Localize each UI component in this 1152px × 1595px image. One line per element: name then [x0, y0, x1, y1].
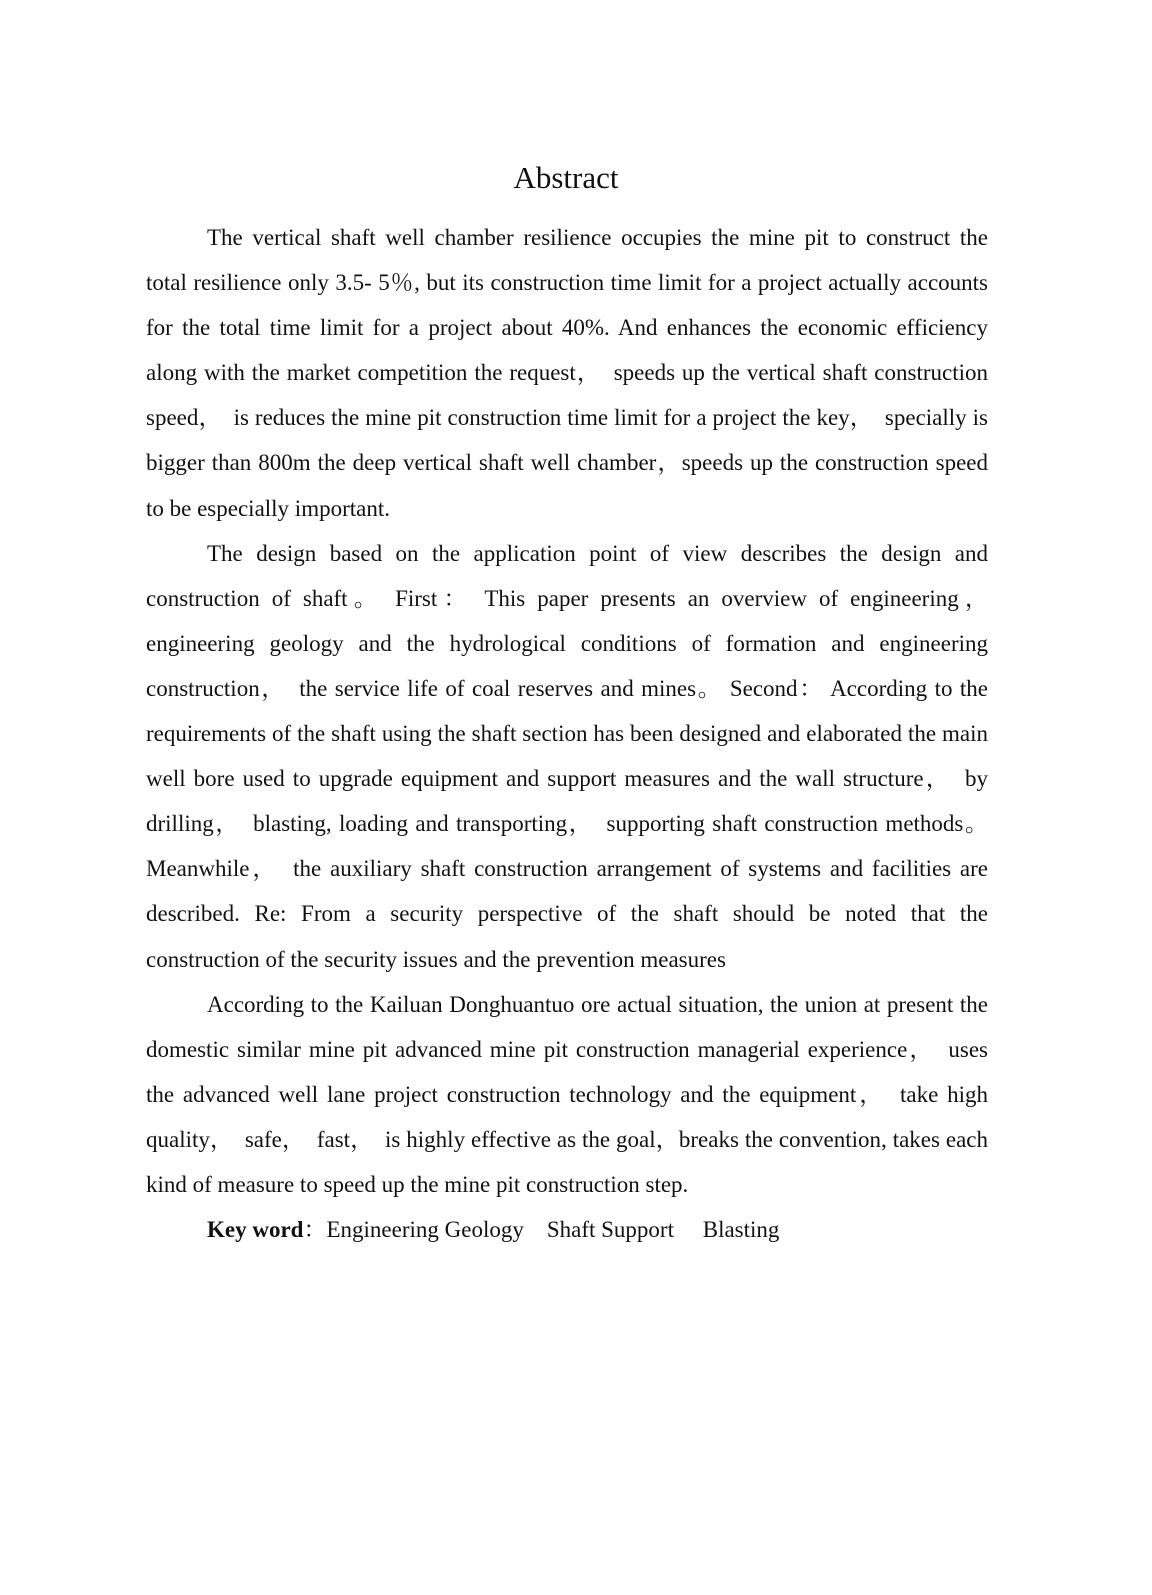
keyword-item: Shaft Support: [546, 1217, 674, 1243]
abstract-paragraph-1: The vertical shaft well chamber resilience occupies the mine pit to construct the total resilience only 3.5- 5％, but its construction time limit for a project actually accounts for the total time limit for a project about 40%. And enhances the economic efficiency along with the market competition the request， speeds up the vertical shaft construction speed， is reduces the mine pit construction time limit for a project the key， specially is bigger than 800m the deep vertical shaft well chamber，speeds up the construction speed to be especially important.: [146, 225, 988, 521]
keywords-label: Key word: [207, 1217, 304, 1243]
abstract-body: [146, 215, 988, 1252]
keyword-item: Engineering Geology: [326, 1217, 524, 1243]
keyword-item: Blasting: [702, 1217, 780, 1243]
keywords-line: [146, 1207, 988, 1252]
abstract-title: Abstract: [513, 160, 619, 195]
keywords-separator: ：: [303, 1217, 327, 1243]
abstract-paragraph-2: The design based on the application point of view describes the design and construction of shaft。 First： This paper presents an overview of engineering，engineering geology and the hydrological conditions of formation and engineering construction， the service life of coal reserves and mines。 Second： According to the requirements of the shaft using the shaft section has been designed and elaborated the main well bore used to upgrade equipment and support measures and the wall structure， by drilling， blasting, loading and transporting， supporting shaft construction methods。 Meanwhile， the auxiliary shaft construction arrangement of systems and facilities are described. Re: From a security perspective of the shaft should be noted that the construction of the security issues and the prevention measures: [146, 540, 988, 972]
abstract-paragraph-3: According to the Kailuan Donghuantuo ore actual situation, the union at present the domestic similar mine pit advanced mine pit construction managerial experience， uses the advanced well lane project construction technology and the equipment， take high quality， safe， fast， is highly effective as the goal，breaks the convention, takes each kind of measure to speed up the mine pit construction step.: [146, 991, 988, 1197]
